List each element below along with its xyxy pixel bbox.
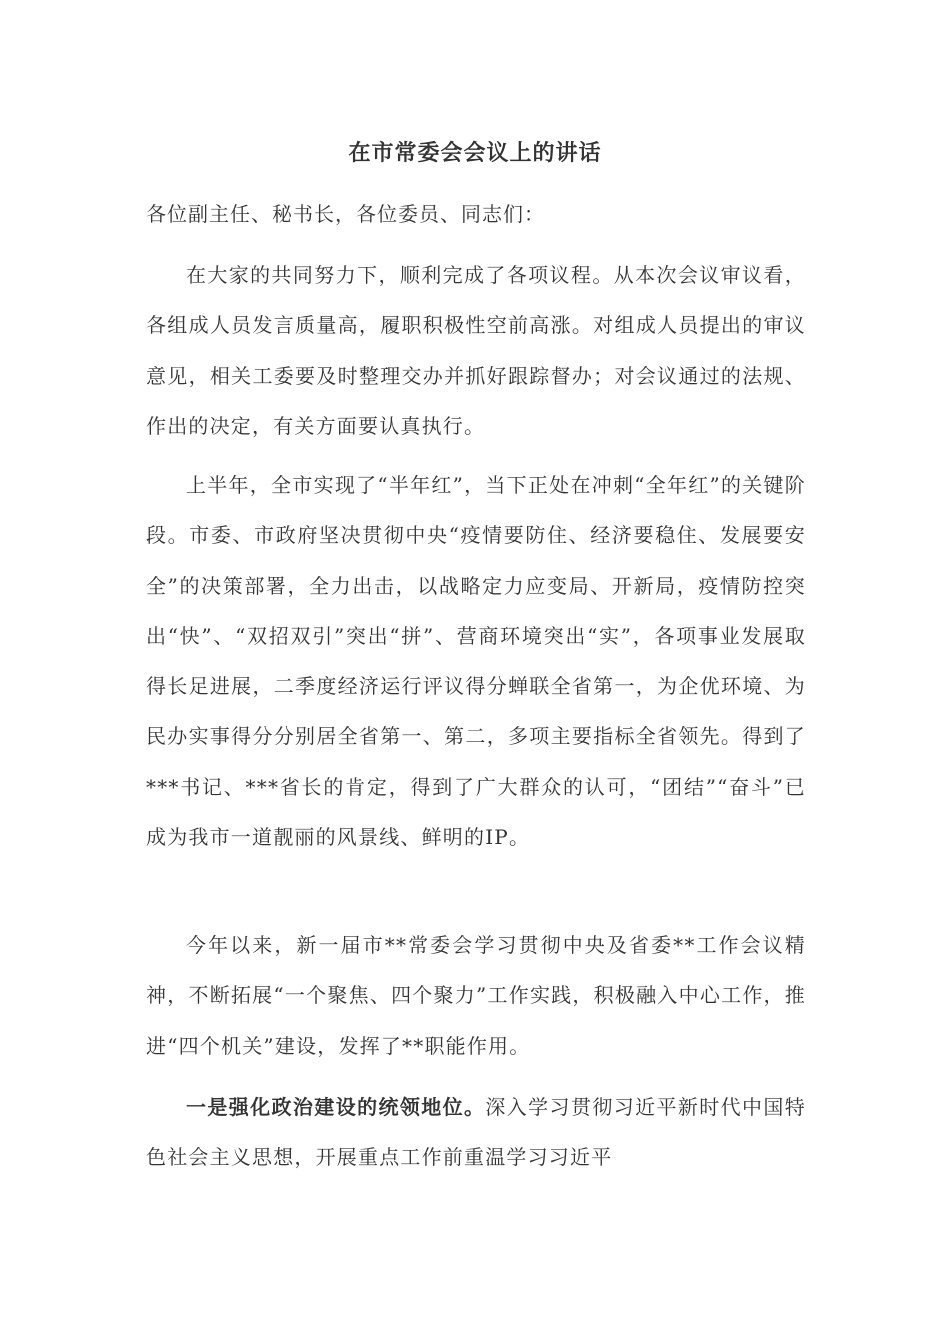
document-title: 在市常委会会议上的讲话: [348, 140, 602, 166]
paragraph-1: [146, 250, 806, 451]
paragraph-4: [146, 1082, 806, 1183]
paragraph-3-text: 今年以来，新一届市**常委会学习贯彻中央及省委**工作会议精神，不断拓展“一个聚焦、四个聚力”工作实践，积极融入中心工作，推进“四个机关”建设，发挥了**职能作用。: [146, 933, 806, 1058]
paragraph-1-text: 在大家的共同努力下，顺利完成了各项议程。从本次会议审议看，各组成人员发言质量高，履职积极性空前高涨。对组成人员提出的审议意见，相关工委要及时整理交办并抓好跟踪督办；对会议通过的法规、作出的决定，有关方面要认真执行。: [146, 263, 806, 438]
paragraph-4-lead: 一是强化政治建设的统领地位。: [186, 1095, 486, 1119]
paragraph-2: [146, 460, 806, 862]
paragraph-3: [146, 920, 806, 1071]
paragraph-4-text: 深入学习贯彻习近平新时代中国特色社会主义思想，开展重点工作前重温学习习近平: [146, 1095, 806, 1170]
salutation: 各位副主任、秘书长，各位委员、同志们：: [146, 202, 545, 226]
paragraph-2-text: 上半年，全市实现了“半年红”，当下正处在冲刺“全年红”的关键阶段。市委、市政府坚决贯彻中央“疫情要防住、经济要稳住、发展要安全”的决策部署，全力出击，以战略定力应变局、开新局，疫情防控突出“快”、“双招双引”突出“拼”、营商环境突出“实”，各项事业发展取得长足进展，二季度经济运行评议得分蝉联全省第一，为企优环境、为民办实事得分分别居全省第一、第二，多项主要指标全省领先。得到了***书记、***省长的肯定，得到了广大群众的认可，“团结”“奋斗”已成为我市一道靓丽的风景线、鲜明的IP。: [146, 473, 806, 850]
